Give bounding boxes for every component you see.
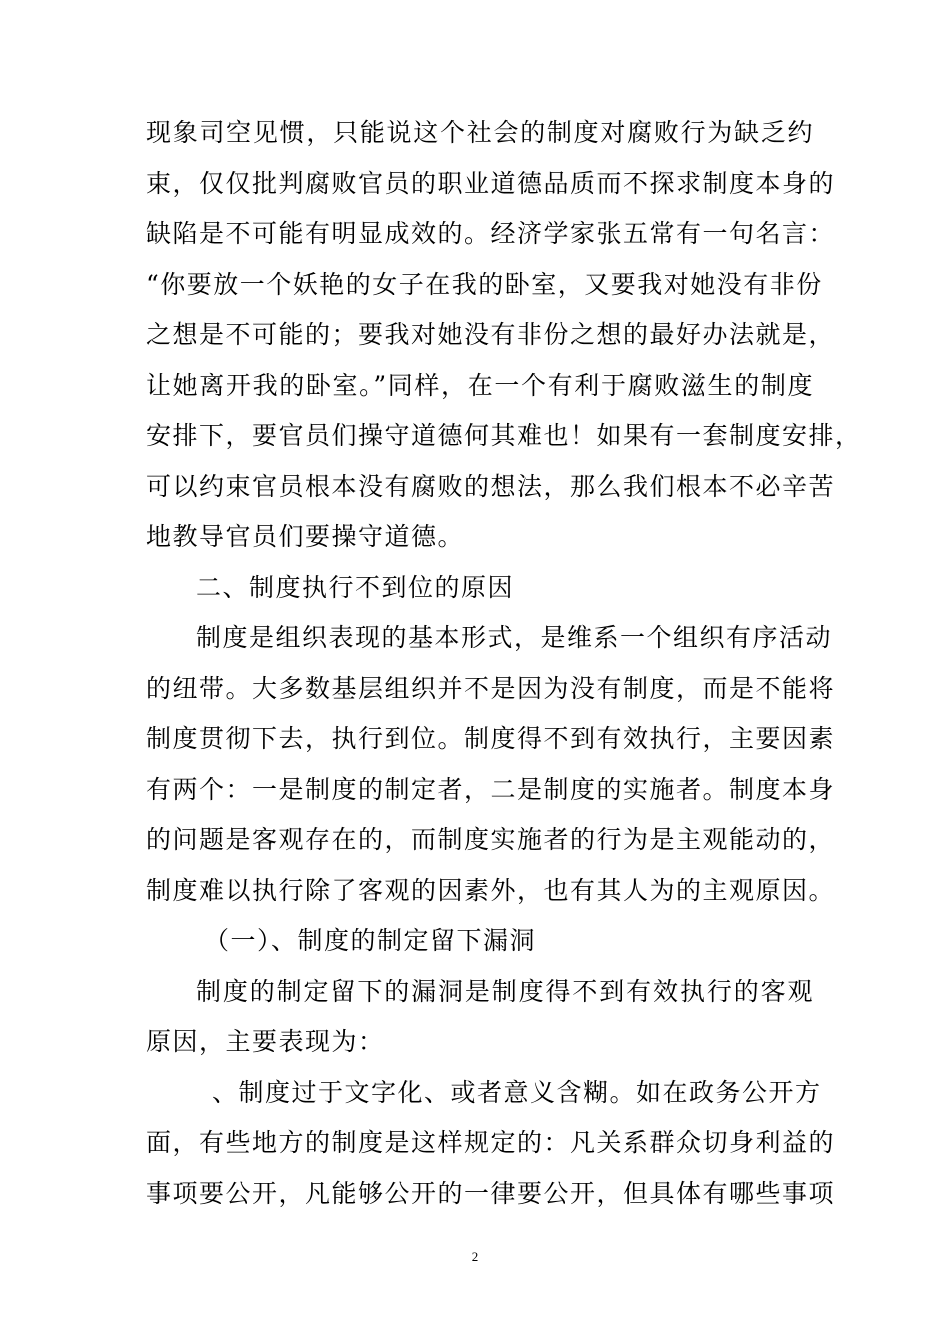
text-line: 有两个：一是制度的制定者，二是制度的实施者。制度本身 (146, 774, 836, 804)
text-line: 制度贯彻下去，执行到位。制度得不到有效执行，主要因素 (146, 724, 836, 753)
text-line: 原因，主要表现为： (146, 1027, 385, 1056)
text-line: 制度难以执行除了客观的因素外，也有其人为的主观原因。 (146, 875, 836, 905)
text-line: 制度的制定留下的漏洞是制度得不到有效执行的客观 (196, 976, 814, 1006)
section-heading: 二、制度执行不到位的原因 (196, 572, 515, 602)
text-line: 的纽带。大多数基层组织并不是因为没有制度，而是不能将 (146, 673, 836, 703)
text-line: 事项要公开，凡能够公开的一律要公开，但具体有哪些事项 (146, 1178, 836, 1208)
text-line: 现象司空见惯，只能说这个社会的制度对腐败行为缺乏约 (146, 118, 814, 147)
text-line: 的问题是客观存在的，而制度实施者的行为是主观能动的， (146, 825, 836, 854)
text-line: 缺陷是不可能有明显成效的。经济学家张五常有一句名言： (146, 219, 836, 248)
body-text (146, 108, 862, 1219)
list-item-line: 、制度过于文字化、或者意义含糊。如在政务公开方 (212, 1077, 822, 1107)
text-line: 束，仅仅批判腐败官员的职业道德品质而不探求制度本身的 (146, 168, 836, 198)
text-line: 可以约束官员根本没有腐败的想法，那么我们根本不必辛苦 (146, 471, 836, 501)
text-line: 安排下，要官员们操守道德何其难也！如果有一套制度安排， (146, 421, 862, 450)
text-line: 制度是组织表现的基本形式，是维系一个组织有序活动 (196, 623, 833, 652)
text-line: “你要放一个妖艳的女子在我的卧室，又要我对她没有非份 (146, 269, 823, 299)
subsection-heading: （一）、制度的制定留下漏洞 (204, 926, 537, 955)
page-number: 2 (471, 1249, 479, 1264)
text-line: 之想是不可能的；要我对她没有非份之想的最好办法就是， (146, 320, 836, 349)
text-line: 面，有些地方的制度是这样规定的：凡关系群众切身利益的 (146, 1128, 836, 1157)
text-line: 地教导官员们要操守道德。 (146, 522, 465, 551)
text-line: 让她离开我的卧室。”同样，在一个有利于腐败滋生的制度 (146, 370, 814, 400)
